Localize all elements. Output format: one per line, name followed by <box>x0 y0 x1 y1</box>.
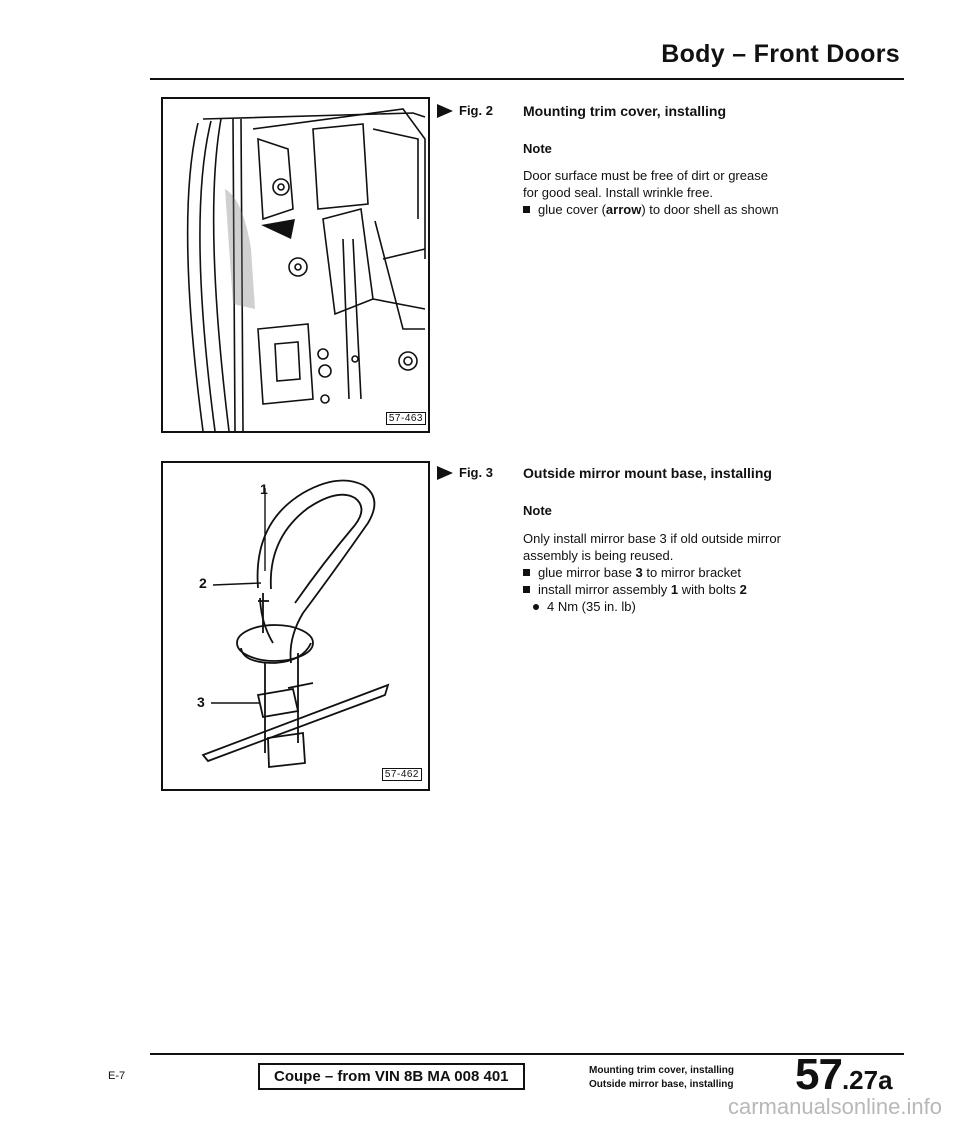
figure-2-ref <box>437 103 493 118</box>
figure-3-step-text: install mirror assembly 1 with bolts 2 <box>538 582 747 597</box>
figure-3-note-line: assembly is being reused. <box>523 548 674 563</box>
figure-2-step-text: glue cover (arrow) to door shell as shown <box>538 202 779 217</box>
mirror-assembly-drawing <box>163 463 428 789</box>
figure-2-note-line: Door surface must be free of dirt or grease <box>523 168 768 183</box>
page-number-suffix: .27a <box>841 1065 893 1095</box>
watermark: carmanualsonline.info <box>727 1094 942 1119</box>
figure-3-note-body <box>523 530 863 615</box>
footer-left-code: E-7 <box>108 1070 126 1082</box>
footer-topics <box>589 1064 734 1092</box>
figure-3-note-heading: Note <box>523 503 552 518</box>
page-number <box>795 1050 893 1100</box>
round-bullet-icon <box>533 604 539 610</box>
figure-3-note-line: Only install mirror base 3 if old outside mirror <box>523 531 781 546</box>
arrow-right-icon <box>437 466 453 480</box>
arrow-indicator-icon <box>261 219 295 239</box>
footer-topic: Outside mirror base, installing <box>589 1079 734 1090</box>
figure-3-step-text: glue mirror base 3 to mirror bracket <box>538 565 742 580</box>
footer-topic: Mounting trim cover, installing <box>589 1065 735 1076</box>
figure-2-caption: Mounting trim cover, installing <box>523 103 727 119</box>
figure-3-illustration <box>161 461 430 791</box>
figure-3-code: 57-462 <box>382 768 422 781</box>
figure-2-code: 57-463 <box>386 412 426 425</box>
arrow-right-icon <box>437 104 453 118</box>
callout-2: 2 <box>199 575 207 591</box>
figure-3-substep-text: 4 Nm (35 in. lb) <box>547 599 636 614</box>
figure-3-ref-label: Fig. 3 <box>459 465 493 480</box>
figure-3-step <box>523 564 863 581</box>
figure-3-ref <box>437 465 493 480</box>
square-bullet-icon <box>523 206 530 213</box>
figure-3-step <box>523 581 863 598</box>
square-bullet-icon <box>523 569 530 576</box>
page-title: Body – Front Doors <box>661 40 900 68</box>
figure-2-note-line: for good seal. Install wrinkle free. <box>523 185 714 200</box>
callout-3: 3 <box>197 694 205 710</box>
header-rule <box>150 78 904 80</box>
figure-2-ref-label: Fig. 2 <box>459 103 493 118</box>
footer-rule <box>150 1053 904 1055</box>
square-bullet-icon <box>523 586 530 593</box>
footer-model-box: Coupe – from VIN 8B MA 008 401 <box>258 1063 525 1090</box>
door-trim-drawing <box>163 99 428 431</box>
figure-3-substep <box>523 598 863 615</box>
page-number-main: 57 <box>795 1050 842 1099</box>
callout-1: 1 <box>260 481 268 497</box>
figure-2-illustration <box>161 97 430 433</box>
figure-2-note-body <box>523 167 863 218</box>
figure-2-note-heading: Note <box>523 141 552 156</box>
figure-3-caption: Outside mirror mount base, installing <box>523 465 772 481</box>
figure-2-step <box>523 201 863 218</box>
